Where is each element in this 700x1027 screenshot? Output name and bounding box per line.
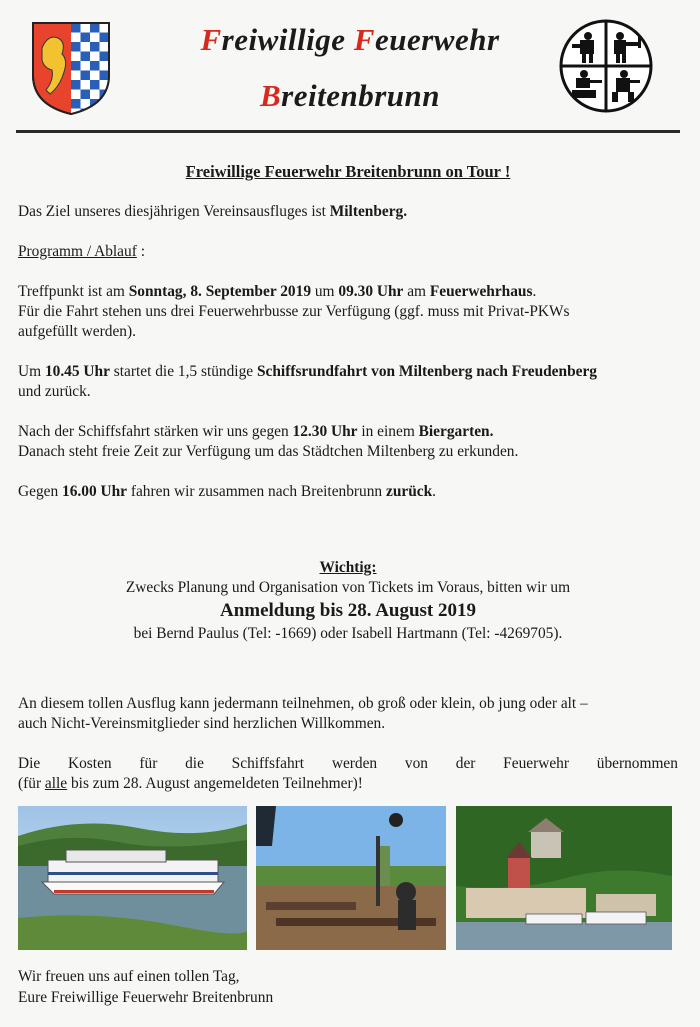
return-paragraph: Gegen 16.00 Uhr fahren wir zusammen nach Breitenbrunn zurück. — [18, 483, 437, 500]
title-line-2: Breitenbrunn — [259, 78, 441, 113]
registration-deadline: Anmeldung bis 28. August 2019 — [219, 600, 477, 621]
meeting-line-3: aufgefüllt werden). — [18, 323, 136, 340]
lunch-paragraph: Nach der Schiffsfahrt stärken wir uns gegen 12.30 Uhr in einem Biergarten. — [18, 423, 494, 440]
lunch-line-2: Danach steht freie Zeit zur Verfügung um das Städtchen Miltenberg zu erkunden. — [18, 443, 519, 460]
miltenberg-town-photo — [456, 806, 672, 950]
header-rule — [16, 130, 680, 133]
contact-line: bei Bernd Paulus (Tel: -1669) oder Isabell Hartmann (Tel: -4269705). — [133, 625, 563, 642]
costs-line-1: Die Kosten für die Schiffsfahrt werden von der Feuerwehr übernommen — [18, 755, 678, 772]
letterhead — [0, 0, 700, 135]
everyone-line-1: An diesem tollen Ausflug kann jedermann teilnehmen, ob groß oder klein, ob jung oder alt – — [18, 695, 588, 712]
headline: Freiwillige Feuerwehr Breitenbrunn on Tour ! — [185, 162, 511, 181]
program-label: Programm / Ablauf : — [18, 243, 145, 260]
important-line-1: Zwecks Planung und Organisation von Tickets im Voraus, bitten wir um — [125, 579, 571, 596]
title-line-1: Freiwillige Feuerwehr — [200, 22, 500, 57]
costs-line-2: (für alle bis zum 28. August angemeldeten Teilnehmer)! — [18, 775, 363, 792]
cruise-line-2: und zurück. — [18, 383, 91, 400]
closing — [18, 966, 273, 1008]
cruise-paragraph: Um 10.45 Uhr startet die 1,5 stündige Schiffsrundfahrt von Miltenberg nach Freudenberg — [18, 363, 597, 380]
everyone-line-2: auch Nicht-Vereinsmitglieder sind herzlichen Willkommen. — [18, 715, 386, 732]
intro-paragraph: Das Ziel unseres diesjährigen Vereinsausfluges ist Miltenberg. — [18, 203, 408, 220]
closing-line-1: Wir freuen uns auf einen tollen Tag, — [18, 968, 240, 985]
beer-garden-photo — [256, 806, 446, 950]
important-label: Wichtig: — [319, 559, 377, 576]
fire-brigade-seal-icon — [558, 18, 654, 114]
flyer-body — [18, 162, 678, 794]
meeting-paragraph: Treffpunkt ist am Sonntag, 8. September 2019 um 09.30 Uhr am Feuerwehrhaus. — [18, 283, 537, 300]
meeting-line-2: Für die Fahrt stehen uns drei Feuerwehrbusse zur Verfügung (ggf. muss mit Privat-PKWs — [18, 303, 570, 320]
closing-signature: Eure Freiwillige Feuerwehr Breitenbrunn — [18, 989, 274, 1006]
river-boat-photo — [18, 806, 247, 950]
